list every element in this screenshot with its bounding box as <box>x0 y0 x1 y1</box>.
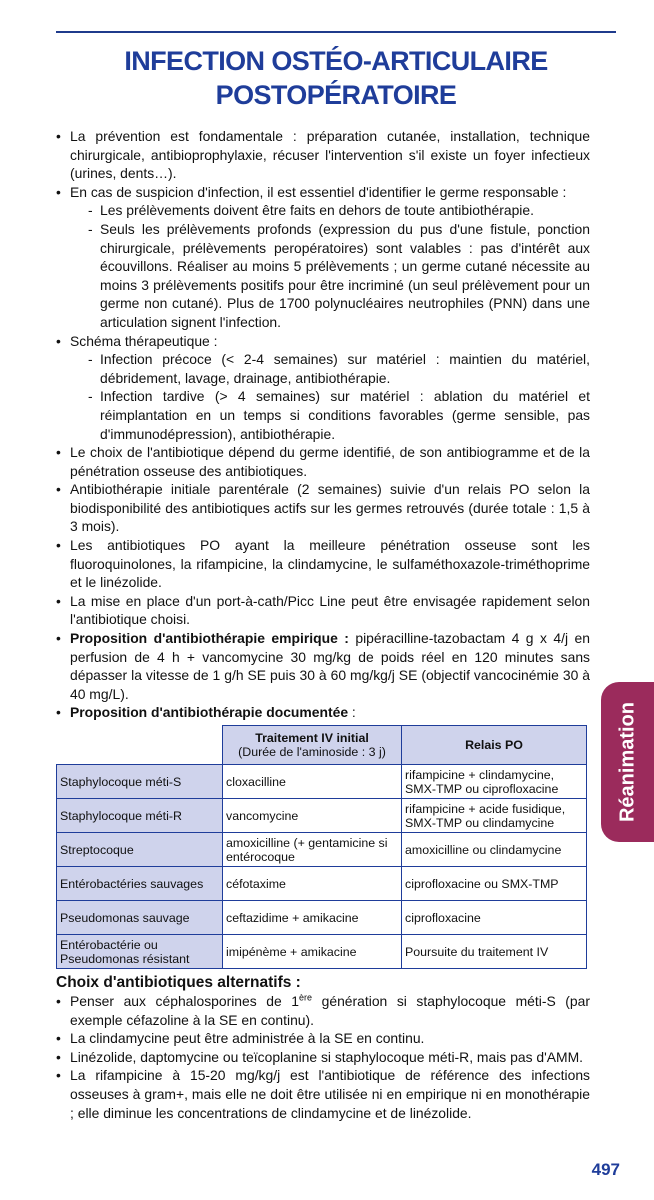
po-cell: Poursuite du traitement IV <box>402 935 587 969</box>
bullet-initiale: • Antibiothérapie initiale parentérale (2 semaines) suivie d'un relais PO selon la biodisponibilité des antibiotiques actifs sur les germes retrouvés (durée totale : 1,5 à 3 mois). <box>56 480 590 536</box>
table-row <box>57 765 587 799</box>
germ-cell: Staphylocoque méti-R <box>57 799 223 833</box>
header-po <box>402 726 587 765</box>
table-header-row <box>57 726 587 765</box>
table-row <box>57 935 587 969</box>
bullet-port-a-cath: • La mise en place d'un port-à-cath/Picc Line peut être envisagée rapidement selon l'antibiotique choisi. <box>56 592 590 629</box>
bullet-documentee <box>56 703 590 722</box>
top-rule <box>56 31 616 33</box>
documentee-colon: : <box>348 704 356 721</box>
po-cell: amoxicilline ou clindamycine <box>402 833 587 867</box>
sub-item-schema-2: - Infection tardive (> 4 semaines) sur matériel : ablation du matériel et réimplantation en un temps si conditions favorables (germe sensible, pas d'immunodépression), antibiothérapie. <box>88 387 590 443</box>
empirique-label: Proposition d'antibiothérapie empirique : <box>70 630 349 647</box>
germ-cell: Pseudomonas sauvage <box>57 901 223 935</box>
alt-1-pre: Penser aux céphalosporines de 1 <box>70 993 300 1009</box>
alternative-item: • Linézolide, daptomycine ou teïcoplanine si staphylocoque méti-R, mais pas d'AMM. <box>56 1048 590 1067</box>
empirique-text: pipéracilline-tazobactam 4 g x 4/j en perfusion de 4 h + vancomycine 30 mg/kg de poids réel en 120 minutes sans dépasser la vitesse de 1 g/h SE puis 30 à 60 mg/kg/j SE (objectif vancocinémie 30 à 40 mg/L). <box>70 630 590 702</box>
germ-cell: Staphylocoque méti-S <box>57 765 223 799</box>
bullet-po: • Les antibiotiques PO ayant la meilleure pénétration osseuse sont les fluoroquinolones, la rifampicine, la clindamycine, le sulfaméthoxazole-triméthoprime et le linézolide. <box>56 536 590 592</box>
alt-1-sup: ère <box>299 992 313 1003</box>
iv-cell: imipénème + amikacine <box>223 935 402 969</box>
bullet-schema-text: Schéma thérapeutique : <box>70 332 218 349</box>
sub-item-prelevements-2: - Seuls les prélèvements profonds (expression du pus d'une fistule, ponction chirurgicale, prélèvements peropératoires) sont valables : pas d'intérêt aux écouvillons. Réaliser au moins 5 prélèvements ; un germe cutané nécessite au moins 3 prélèvements positifs pour être incriminé (un seul prélèvement pour un germe non cutané). Plus de 1700 polynucléaires neutrophiles (PNN) dans une articulation signent l'infection. <box>88 220 590 332</box>
sub-item-prelevements-1: - Les prélèvements doivent être faits en dehors de toute antibiothérapie. <box>88 201 590 220</box>
section-tab-label: Réanimation <box>616 701 639 823</box>
title-line-1: INFECTION OSTÉO-ARTICULAIRE <box>124 46 548 76</box>
bullet-schema <box>56 332 590 444</box>
po-cell: ciprofloxacine <box>402 901 587 935</box>
bullet-choix: • Le choix de l'antibiotique dépend du germe identifié, de son antibiogramme et de la pénétration osseuse des antibiotiques. <box>56 443 590 480</box>
documentee-label: Proposition d'antibiothérapie documentée <box>70 704 349 721</box>
alternatives-title: Choix d'antibiotiques alternatifs : <box>56 974 301 991</box>
sub-item-schema-1: - Infection précoce (< 2-4 semaines) sur matériel : maintien du matériel, débridement, lavage, drainage, antibiothérapie. <box>88 350 590 387</box>
page-title <box>56 44 616 112</box>
table-row <box>57 901 587 935</box>
header-iv <box>223 726 402 765</box>
sub-list-prelevements <box>70 201 590 331</box>
iv-cell: ceftazidime + amikacine <box>223 901 402 935</box>
page-number: 497 <box>591 1160 620 1179</box>
table-row <box>57 833 587 867</box>
antibiotic-table <box>56 725 587 969</box>
germ-cell: Entérobactérie ou Pseudomonas résistant <box>57 935 223 969</box>
header-po-title: Relais PO <box>465 738 523 752</box>
sub-list-schema <box>70 350 590 443</box>
table-row <box>57 799 587 833</box>
header-iv-subtitle: (Durée de l'aminoside : 3 j) <box>238 745 386 759</box>
iv-cell: amoxicilline (+ gentamicine si entérocoque <box>223 833 402 867</box>
table-corner <box>57 726 223 765</box>
title-line-2: POSTOPÉRATOIRE <box>215 80 457 110</box>
main-content <box>56 127 590 1122</box>
bullet-suspicion-text: En cas de suspicion d'infection, il est essentiel d'identifier le germe responsable : <box>70 183 567 200</box>
bullet-suspicion <box>56 183 590 332</box>
germ-cell: Streptocoque <box>57 833 223 867</box>
iv-cell: céfotaxime <box>223 867 402 901</box>
alt-1-post: génération si staphylocoque méti-S (par exemple céfazoline à la SE en continu). <box>70 993 590 1028</box>
po-cell: ciprofloxacine ou SMX-TMP <box>402 867 587 901</box>
po-cell: rifampicine + clindamycine, SMX-TMP ou ciprofloxacine <box>402 765 587 799</box>
bullet-empirique <box>56 629 590 703</box>
iv-cell: cloxacilline <box>223 765 402 799</box>
header-iv-title: Traitement IV initial <box>255 731 369 745</box>
table-row <box>57 867 587 901</box>
alternative-item: • La clindamycine peut être administrée à la SE en continu. <box>56 1029 590 1048</box>
germ-cell: Entérobactéries sauvages <box>57 867 223 901</box>
iv-cell: vancomycine <box>223 799 402 833</box>
alternative-item <box>56 992 590 1029</box>
alternatives-list <box>56 992 590 1122</box>
alternative-item: • La rifampicine à 15-20 mg/kg/j est l'antibiotique de référence des infections osseuses à gram+, mais elle ne doit être utilisée ni en empirique ni en monothérapie ; elle diminue les concentrations de clindamycine et de linézolide. <box>56 1066 590 1122</box>
po-cell: rifampicine + acide fusidique, SMX-TMP ou clindamycine <box>402 799 587 833</box>
bullet-prevention: • La prévention est fondamentale : préparation cutanée, installation, technique chirurgicale, antibioprophylaxie, récuser l'intervention s'il existe un foyer infectieux (urines, dents…). <box>56 127 590 183</box>
bullet-list <box>56 127 590 722</box>
